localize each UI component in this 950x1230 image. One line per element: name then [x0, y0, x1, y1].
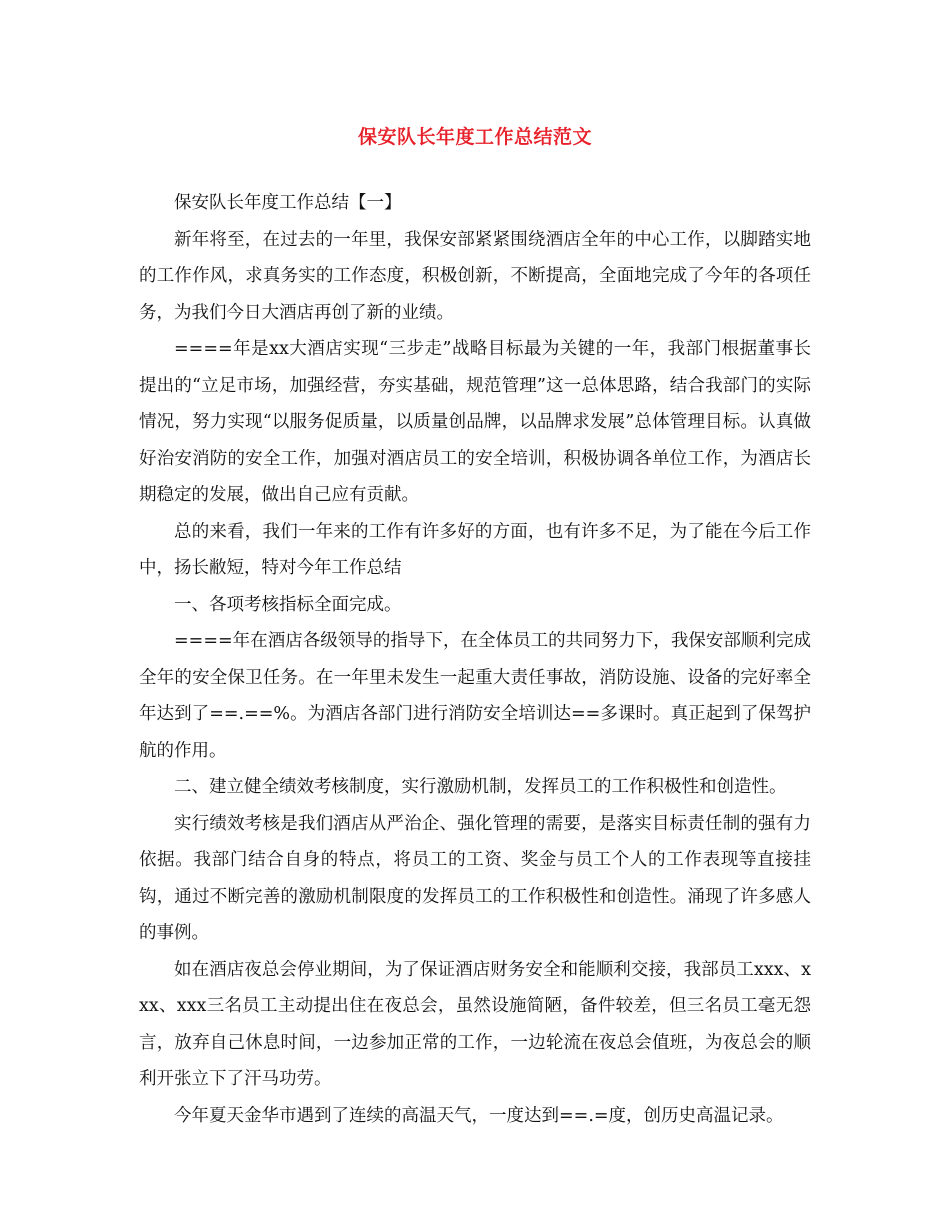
paragraph: 如在酒店夜总会停业期间，为了保证酒店财务安全和能顺利交接，我部员工xxx、xxx、xxx三名员工主动提出住在夜总会，虽然设施简陋，备件较差，但三名员工毫无怨言，放弃自己休息时间，一边参加正常的工作，一边轮流在夜总会值班，为夜总会的顺利开张立下了汗马功劳。 [139, 959, 811, 1089]
paragraph: ====年是xx大酒店实现“三步走”战略目标最为关键的一年，我部门根据董事长提出的“立足市场，加强经营，夯实基础，规范管理”这一总体思路，结合我部门的实际情况，努力实现“以服务促质量，以质量创品牌，以品牌求发展”总体管理目标。认真做好治安消防的安全工作，加强对酒店员工的安全培训，积极协调各单位工作，为酒店长期稳定的发展，做出自己应有贡献。 [139, 339, 811, 505]
paragraph: ====年在酒店各级领导的指导下，在全体员工的共同努力下，我保安部顺利完成全年的安全保卫任务。在一年里未发生一起重大责任事故，消防设施、设备的完好率全年达到了==.==%。为酒店各部门进行消防安全培训达==多课时。真正起到了保驾护航的作用。 [139, 631, 811, 761]
paragraph: 今年夏天金华市遇到了连续的高温天气，一度达到==.=度，创历史高温记录。 [174, 1105, 784, 1126]
subsection-heading: 一、各项考核指标全面完成。 [174, 594, 402, 615]
document-title: 保安队长年度工作总结范文 [357, 126, 592, 148]
paragraph: 新年将至，在过去的一年里，我保安部紧紧围绕酒店全年的中心工作，以脚踏实地的工作作风，求真务实的工作态度，积极创新，不断提高，全面地完成了今年的各项任务，为我们今日大酒店再创了新的业绩。 [139, 229, 811, 323]
paragraph: 实行绩效考核是我们酒店从严治企、强化管理的需要，是落实目标责任制的强有力依据。我部门结合自身的特点，将员工的工资、奖金与员工个人的工作表现等直接挂钩，通过不断完善的激励机制限度的发挥员工的工作积极性和创造性。涌现了许多感人的事例。 [139, 813, 811, 943]
document-body [139, 185, 811, 1134]
subsection-heading: 二、建立健全绩效考核制度，实行激励机制，发挥员工的工作积极性和创造性。 [174, 777, 787, 797]
paragraph: 总的来看，我们一年来的工作有许多好的方面，也有许多不足，为了能在今后工作中，扬长敝短，特对今年工作总结 [139, 521, 811, 578]
section-heading: 保安队长年度工作总结【一】 [174, 193, 402, 213]
